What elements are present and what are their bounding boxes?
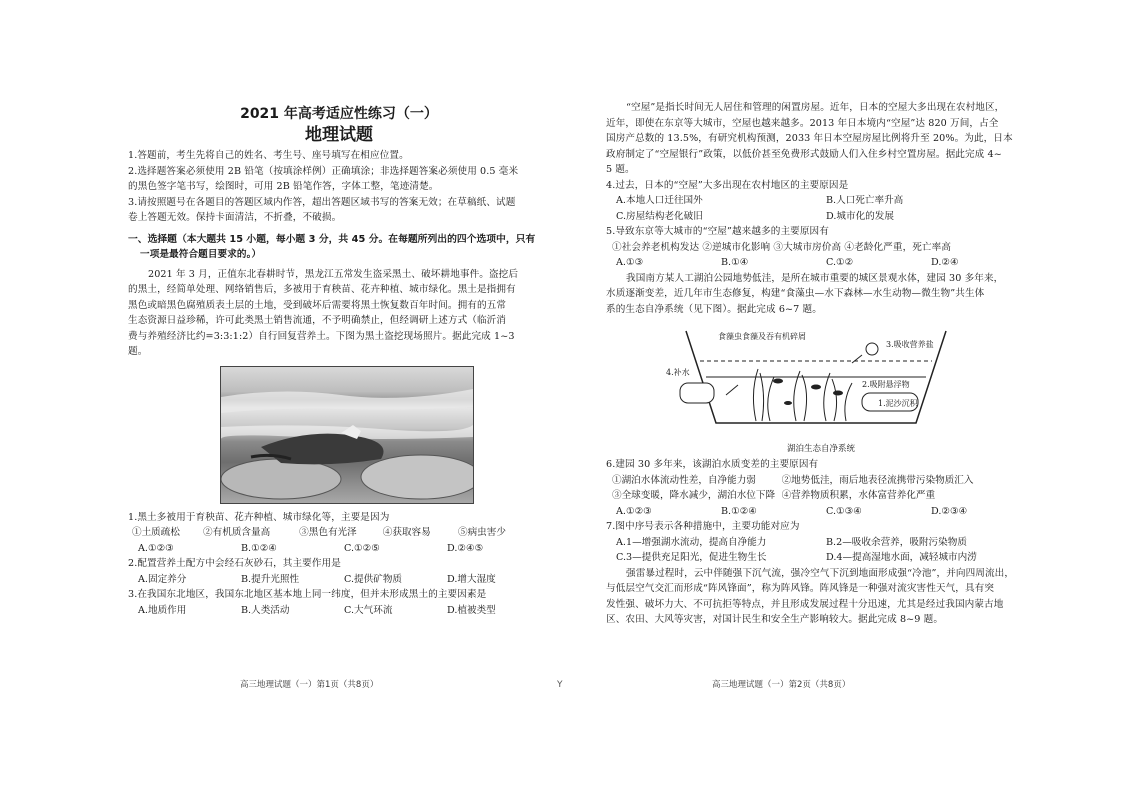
choice-b[interactable]: B.提升光照性 — [241, 573, 300, 585]
choice-b[interactable]: B.①②④ — [241, 542, 277, 554]
q4-choices-row2 — [606, 209, 1036, 225]
passage-line: 与低层空气交汇而形成“阵风锋面”，称为阵风锋。阵风锋是一种强对流灾害性天气，具有突 — [606, 583, 995, 594]
left-page-footer: 高三地理试题（一）第1页（共8页） — [240, 680, 379, 690]
q1-statement: ⑤病虫害少 — [458, 527, 506, 538]
q7-choices-row1 — [606, 535, 1036, 551]
passage-line: 生态资源日益珍稀，许可此类黑土销售流通，不予明确禁止，但经调研上述方式（临沂消 — [128, 315, 507, 326]
passage-4 — [606, 566, 1036, 628]
label-1: 1.泥沙沉积 — [878, 399, 918, 408]
q6-statements-row1 — [606, 473, 1036, 489]
q1-statements — [128, 525, 550, 541]
label-2: 2.吸附悬浮物 — [862, 380, 910, 389]
choice-d[interactable]: D.增大湿度 — [447, 573, 496, 585]
right-page-footer: 高三地理试题（一）第2页（共8页） — [712, 680, 851, 690]
choice-a[interactable]: A.①②③ — [138, 542, 174, 554]
choice-b[interactable]: B.人类活动 — [241, 604, 290, 616]
passage-line: 区、农田、大风等灾害，对国计民生和安全生产影响较大。据此完成 8~9 题。 — [606, 614, 944, 625]
question-7: 7.图中序号表示各种措施中，主要功能对应为 — [606, 521, 800, 532]
black-soil-photo — [220, 366, 474, 504]
q1-statement: ②有机质含量高 — [203, 527, 271, 538]
choice-b[interactable]: B.①④ — [721, 257, 749, 268]
choice-a[interactable]: A.1—增强湖水流动，提高自净能力 — [616, 536, 767, 548]
passage-line: 强雷暴过程时，云中伴随强下沉气流，强冷空气下沉到地面形成强“冷池”，并向四周流出， — [626, 567, 1015, 579]
choice-b[interactable]: B.2—吸收余营养，吸附污染物质 — [826, 536, 967, 548]
instruction-line: 2.选择题答案必须使用 2B 铅笔（按填涂样例）正确填涂；非选择题答案必须使用 0.5 毫米 — [128, 165, 519, 177]
exam-title: 2021 年高考适应性练习（一） — [240, 106, 438, 122]
choice-a[interactable]: A.本地人口迁往国外 — [616, 195, 703, 206]
diagram-caption: 湖泊生态自净系统 — [786, 444, 855, 454]
q6-choices — [606, 504, 1036, 520]
choice-d[interactable]: D.4—提高湿地水面，减轻城市内涝 — [826, 552, 977, 563]
choice-a[interactable]: A.固定养分 — [138, 573, 187, 585]
instruction-line: 的黑色签字笔书写，绘图时，可用 2B 铅笔作答，字体工整，笔迹清楚。 — [128, 181, 439, 192]
q2-choices — [128, 572, 550, 588]
right-column — [606, 100, 1036, 628]
q7-choices-row2 — [606, 550, 1036, 566]
choice-d[interactable]: D.②③④ — [931, 505, 968, 517]
left-column — [128, 100, 550, 618]
q1-statement: ①土质疏松 — [132, 527, 180, 538]
q6-statement: ③全球变暖，降水减少，湖泊水位下降 — [612, 490, 776, 501]
choice-c[interactable]: C.房屋结构老化破旧 — [616, 210, 703, 222]
passage-3 — [606, 271, 1036, 318]
passage-line: 5 题。 — [606, 164, 635, 175]
lake-ecosystem-diagram — [666, 323, 966, 441]
passage-line: 水质逐渐变差，近几年市生态修复，构建“食藻虫—水下森林—水生动物—微生物”共生体 — [606, 288, 985, 299]
right-page — [562, 0, 1123, 794]
passage-line: “空屋”是指长时间无人居住和管理的闲置房屋。近年，日本的空屋大多出现在农村地区， — [626, 102, 1005, 113]
passage-line: 政府制定了“空屋银行”政策，以低价甚至免费形式鼓励人们入住乡村空置房屋。据此完成 4~ — [606, 148, 1002, 160]
q1-choices — [128, 541, 550, 557]
choice-b[interactable]: B.①②④ — [721, 505, 757, 517]
instructions — [128, 148, 550, 226]
question-6: 6.建园 30 多年来，该湖泊水质变差的主要原因有 — [606, 459, 819, 470]
q6-statements-row2 — [606, 488, 1036, 504]
center-mark: Y — [557, 680, 563, 690]
q5-statements: ①社会养老机构发达 ②逆城市化影响 ③大城市房价高 ④老龄化严重，死亡率高 — [612, 241, 952, 253]
choice-b[interactable]: B.人口死亡率升高 — [826, 195, 904, 206]
question-3: 3.在我国东北地区，我国东北地区基本地上同一纬度，但并未形成黑土的主要因素是 — [128, 589, 487, 600]
question-4: 4.过去，日本的“空屋”大多出现在农村地区的主要原因是 — [606, 179, 849, 191]
question-1: 1.黑土多被用于育秧苗、花卉种植、城市绿化等，主要是因为 — [128, 511, 390, 523]
passage-line: 我国南方某人工湖泊公园地势低洼，是所在城市重要的城区景观水体，建园 30 多年来， — [626, 272, 1004, 284]
choice-c[interactable]: C.①③④ — [826, 505, 862, 517]
choice-d[interactable]: D.城市化的发展 — [826, 210, 894, 222]
passage-line: 发性强、破坏力大、不可抗拒等特点，并且形成发展过程十分迅速，尤其是经过我国内蒙古地 — [606, 598, 1004, 610]
passage-1 — [128, 267, 550, 360]
question-2: 2.配置营养土配方中会经石灰砂石，其主要作用是 — [128, 558, 341, 569]
instruction-line: 卷上答题无效。保持卡面清洁，不折叠，不破损。 — [128, 212, 342, 223]
choice-c[interactable]: C.①②⑤ — [344, 542, 380, 554]
choice-c[interactable]: C.提供矿物质 — [344, 573, 403, 585]
choice-a[interactable]: A.①②③ — [616, 505, 652, 517]
q6-statement: ①湖泊水体流动性差，自净能力弱 — [612, 474, 756, 486]
photo-illustration — [221, 367, 473, 503]
passage-line: 费与养殖经济比约=3:3:1:2）自行回复营养土。下图为黑土盗挖现场照片。据此完成 1~3 — [128, 330, 515, 342]
choice-a[interactable]: A.地质作用 — [138, 604, 187, 616]
choice-c[interactable]: C.①② — [826, 257, 854, 268]
choice-d[interactable]: D.植被类型 — [447, 604, 496, 616]
q6-statement: ④营养物质积累，水体富营养化严重 — [781, 490, 936, 501]
q5-choices — [606, 255, 1036, 271]
label-4: 4.补水 — [666, 368, 690, 377]
instruction-line: 3.请按照题号在各题目的答题区域内作答，超出答题区域书写的答案无效；在草稿纸、试题 — [128, 196, 516, 208]
question-5: 5.导致东京等大城市的“空屋”越来越多的主要原因有 — [606, 226, 829, 237]
passage-line: 黑色或暗黑色腐殖质表土层的土地，受到破坏后需要将黑土恢复数百年时间。拥有的五常 — [128, 299, 507, 311]
choice-d[interactable]: D.②④⑤ — [447, 542, 484, 554]
passage-line: 近年，即使在东京等大城市，空屋也越来越多。2013 年日本境内“空屋”达 820 万间，占全 — [606, 117, 999, 129]
section-header: 一、选择题（本大题共 15 小题，每小题 3 分，共 45 分。在每题所列出的四个选项中，只有 — [128, 233, 536, 245]
choice-a[interactable]: A.①③ — [616, 257, 644, 268]
passage-line: 国房产总数的 13.5%，有研究机构预测，2033 年日本空屋房屋比例将升至 20%。为此，日本 — [606, 133, 1013, 144]
choice-c[interactable]: C.大气环流 — [344, 604, 393, 616]
q3-choices — [128, 603, 550, 619]
label-3: 3.吸收营养盐 — [886, 340, 934, 349]
passage-2 — [606, 100, 1036, 178]
q1-statement: ③黑色有光泽 — [299, 527, 357, 538]
choice-c[interactable]: C.3—提供充足阳光，促进生物生长 — [616, 552, 767, 563]
instruction-line: 1.答题前，考生先将自己的姓名、考生号、座号填写在相应位置。 — [128, 150, 409, 161]
passage-line: 系的生态自净系统（见下图）。据此完成 6~7 题。 — [606, 303, 822, 315]
choice-d[interactable]: D.②④ — [931, 257, 959, 268]
q4-choices-row1 — [606, 193, 1036, 209]
q1-statement: ④获取容易 — [382, 527, 431, 538]
passage-line: 的黑土，经简单处理、网络销售后，多被用于育秧苗、花卉种植、城市绿化。黑土是指拥有 — [128, 284, 516, 295]
exam-subtitle: 地理试题 — [305, 125, 373, 145]
passage-line: 题。 — [128, 346, 148, 357]
passage-line: 2021 年 3 月，正值东北春耕时节，黑龙江五常发生盗采黑土、破坏耕地事件。盗挖后 — [148, 268, 519, 280]
label-top: 食藻虫食藻及吞有机碎屑 — [718, 332, 806, 341]
section-header-cont: 一项是最符合题目要求的。） — [140, 249, 262, 260]
q6-statement: ②地势低洼，雨后地表径流携带污染物质汇入 — [781, 474, 974, 486]
